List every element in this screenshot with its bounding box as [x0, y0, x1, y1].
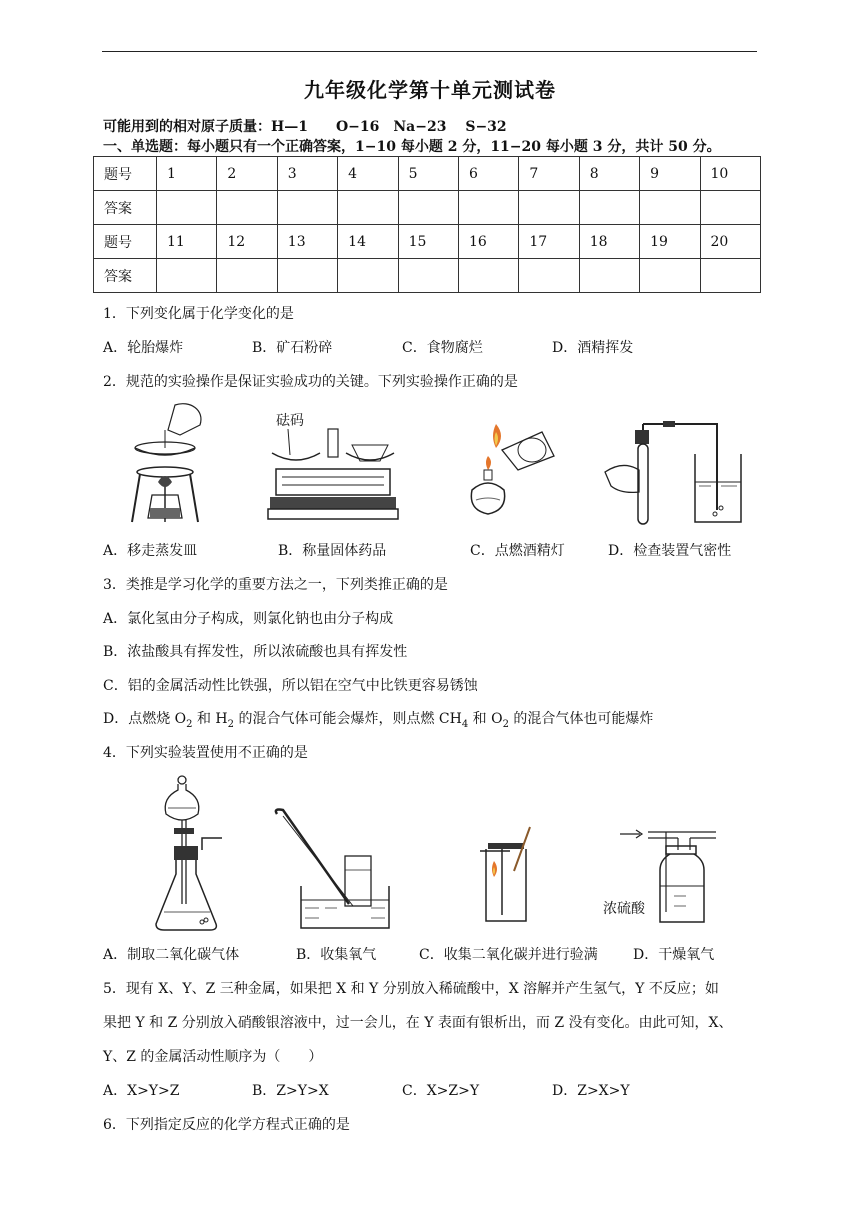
weights-label: 砝码: [276, 413, 304, 429]
question-number-cell: 9: [640, 157, 700, 191]
q4-option-a[interactable]: A．制取二氧化碳气体: [103, 947, 240, 963]
q1-option-a[interactable]: A．轮胎爆炸: [103, 340, 184, 356]
header-rule: [102, 51, 757, 52]
question-number-cell: 17: [519, 225, 579, 259]
q3-stem: 3．类推是学习化学的重要方法之一，下列类推正确的是: [103, 577, 448, 593]
water-collection-figure: [275, 808, 395, 936]
evaporating-dish-figure: [120, 400, 210, 528]
q5-option-c[interactable]: C．X>Z>Y: [402, 1083, 480, 1099]
q6-stem: 6．下列指定反应的化学方程式正确的是: [103, 1117, 350, 1133]
balance-figure: [268, 425, 398, 528]
answer-cell[interactable]: [277, 259, 337, 293]
table-row: [94, 225, 761, 259]
q4-option-b[interactable]: B．收集氧气: [296, 947, 377, 963]
question-number-cell: 8: [579, 157, 639, 191]
q5-option-d[interactable]: D．Z>X>Y: [552, 1083, 630, 1099]
row-label: 题号: [94, 225, 157, 259]
row-label: 题号: [94, 157, 157, 191]
q3-option-d[interactable]: D．点燃烧 $O_2$ 和 $H_2$ 的混合气体可能会爆炸，则点燃 $CH_4$ 和 $O_2$ 的混合气体也可能爆炸: [103, 711, 654, 730]
answer-cell[interactable]: [700, 191, 760, 225]
question-number-cell: 11: [157, 225, 217, 259]
question-number-cell: 19: [640, 225, 700, 259]
page-title: 九年级化学第十单元测试卷: [304, 78, 556, 102]
q4-option-d[interactable]: D．干燥氧气: [633, 947, 715, 963]
q3-option-b[interactable]: B．浓盐酸具有挥发性，所以浓硫酸也具有挥发性: [103, 644, 408, 660]
question-number-cell: 15: [398, 225, 458, 259]
answer-cell[interactable]: [519, 191, 579, 225]
answer-cell[interactable]: [398, 191, 458, 225]
q5-stem-line1: 5．现有 X、Y、Z 三种金属，如果把 X 和 Y 分别放入稀硫酸中，X 溶解并产生氢气，Y 不反应；如: [103, 981, 719, 997]
question-number-cell: 2: [217, 157, 277, 191]
question-number-cell: 16: [458, 225, 518, 259]
q3-option-a[interactable]: A．氯化氢由分子构成，则氯化钠也由分子构成: [103, 611, 394, 627]
answer-cell[interactable]: [458, 191, 518, 225]
row-label: 答案: [94, 191, 157, 225]
atomic-mass-line: 可能用到的相对原子质量：H—1 O−16 Na−23 S−32: [103, 119, 507, 135]
question-number-cell: 3: [277, 157, 337, 191]
question-number-cell: 5: [398, 157, 458, 191]
answer-cell[interactable]: [157, 259, 217, 293]
q1-option-c[interactable]: C．食物腐烂: [402, 340, 483, 356]
answer-cell[interactable]: [640, 191, 700, 225]
answer-cell[interactable]: [700, 259, 760, 293]
airtightness-figure: [603, 420, 749, 528]
acid-label: 浓硫酸: [603, 901, 645, 917]
question-number-cell: 6: [458, 157, 518, 191]
question-number-cell: 20: [700, 225, 760, 259]
co2-full-check-figure: [480, 825, 540, 927]
question-number-cell: 4: [338, 157, 398, 191]
q5-stem-line2: 果把 Y 和 Z 分别放入硝酸银溶液中，过一会儿，在 Y 表面有银析出，而 Z 没有变化。由此可知，X、: [103, 1015, 733, 1031]
answer-cell[interactable]: [519, 259, 579, 293]
answer-cell[interactable]: [338, 259, 398, 293]
q4-stem: 4．下列实验装置使用不正确的是: [103, 745, 308, 761]
answer-cell[interactable]: [640, 259, 700, 293]
answer-cell[interactable]: [217, 191, 277, 225]
q2-option-b[interactable]: B．称量固体药品: [278, 543, 387, 559]
answer-cell[interactable]: [217, 259, 277, 293]
answer-table: [93, 156, 761, 293]
question-number-cell: 14: [338, 225, 398, 259]
table-row: [94, 157, 761, 191]
q2-option-a[interactable]: A．移走蒸发皿: [103, 543, 198, 559]
question-number-cell: 12: [217, 225, 277, 259]
answer-cell[interactable]: [579, 191, 639, 225]
q5-stem-line3: Y、Z 的金属活动性顺序为（ ）: [103, 1049, 323, 1065]
q2-option-d[interactable]: D．检查装置气密性: [608, 543, 732, 559]
row-label: 答案: [94, 259, 157, 293]
question-number-cell: 13: [277, 225, 337, 259]
answer-cell[interactable]: [157, 191, 217, 225]
answer-cell[interactable]: [338, 191, 398, 225]
q4-option-c[interactable]: C．收集二氧化碳并进行验满: [419, 947, 598, 963]
section1-heading: 一、单选题：每小题只有一个正确答案，1−10 每小题 2 分，11−20 每小题 3 分，共计 50 分。: [103, 139, 721, 155]
table-row: [94, 191, 761, 225]
alcohol-lamp-figure: [462, 420, 562, 520]
question-number-cell: 18: [579, 225, 639, 259]
answer-cell[interactable]: [458, 259, 518, 293]
q1-stem: 1．下列变化属于化学变化的是: [103, 306, 294, 322]
question-number-cell: 10: [700, 157, 760, 191]
q3-option-c[interactable]: C．铝的金属活动性比铁强，所以铝在空气中比铁更容易锈蚀: [103, 678, 478, 694]
q5-option-a[interactable]: A．X>Y>Z: [103, 1083, 180, 1099]
q2-option-c[interactable]: C．点燃酒精灯: [470, 543, 565, 559]
q5-option-b[interactable]: B．Z>Y>X: [252, 1083, 329, 1099]
answer-cell[interactable]: [277, 191, 337, 225]
table-row: [94, 259, 761, 293]
question-number-cell: 7: [519, 157, 579, 191]
answer-cell[interactable]: [579, 259, 639, 293]
question-number-cell: 1: [157, 157, 217, 191]
q2-stem: 2．规范的实验操作是保证实验成功的关键。下列实验操作正确的是: [103, 374, 518, 390]
q1-option-d[interactable]: D．酒精挥发: [552, 340, 634, 356]
q1-option-b[interactable]: B．矿石粉碎: [252, 340, 333, 356]
answer-cell[interactable]: [398, 259, 458, 293]
co2-generation-figure: [152, 774, 232, 936]
